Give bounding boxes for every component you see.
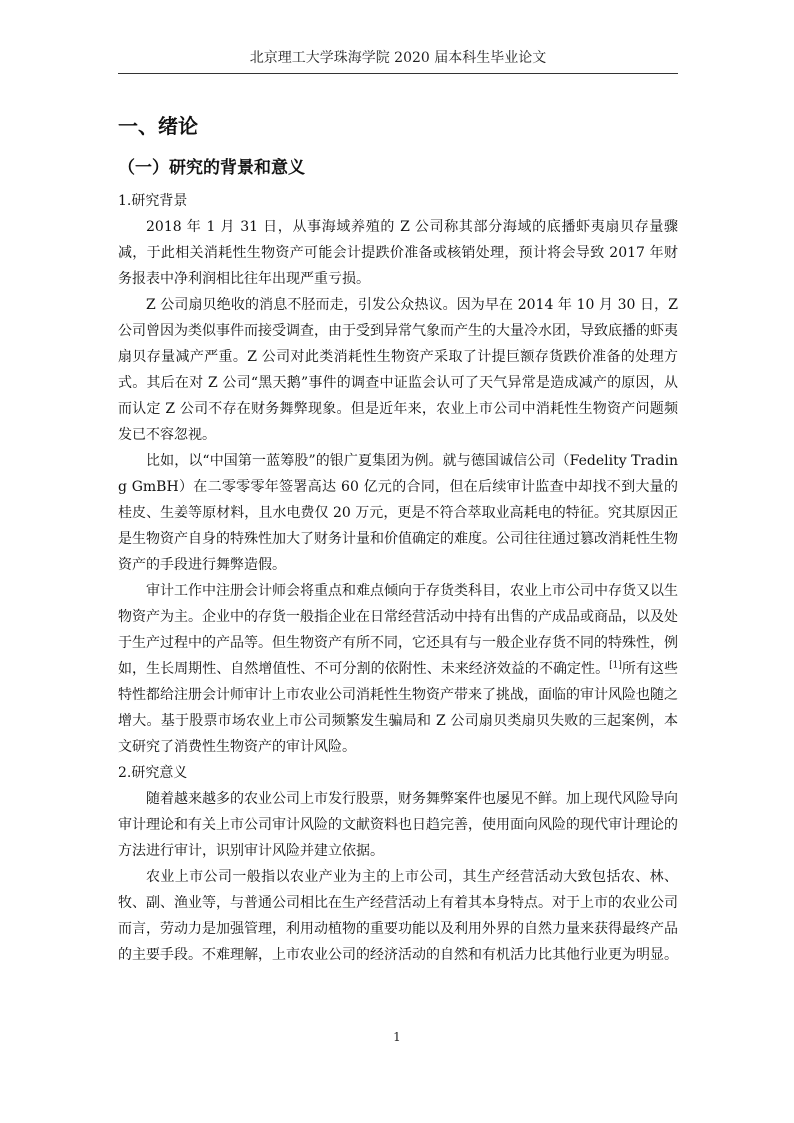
chapter-title: 一、绪论 (118, 114, 198, 138)
paragraph: 2018 年 1 月 31 日，从事海域养殖的 Z 公司称其部分海域的底播虾夷扇贝存量骤减，于此相关消耗性生物资产可能会计提跌价准备或核销处理，预计将会导致 2017 年财务报表中净利润相比往年出现严重亏损。 (118, 219, 678, 287)
subsection-title-significance: 2.研究意义 (118, 765, 188, 781)
paragraph: 农业上市公司一般指以农业产业为主的上市公司，其生产经营活动大致包括农、林、牧、副、渔业等，与普通公司相比在生产经营活动上有着其本身特点。对于上市的农业公司而言，劳动力是加强管理，利用动植物的重要功能以及利用外界的自然力量来获得最终产品的主要手段。不难理解，上市农业公司的经济活动的自然和有机活力比其他行业更为明显。 (118, 869, 678, 963)
paragraph-text: 所有这些特性都给注册会计师审计上市农业公司消耗性生物资产带来了挑战，面临的审计风险也随之增大。基于股票市场农业上市公司频繁发生骗局和 Z 公司扇贝类扇贝失败的三起案例，本文研究了消费性生物资产的审计风险。 (118, 661, 679, 755)
subsection-title-background: 1.研究背景 (118, 193, 188, 209)
paragraph-text: 审计工作中注册会计师会将重点和难点倾向于存货类科目，农业上市公司中存货又以生物资产为主。企业中的存货一般指企业在日常经营活动中持有出售的产成品或商品，以及处于生产过程中的产品等。但生物资产有所不同，它还具有与一般企业存货不同的特殊性，例如，生长周期性、自然增值性、不可分割的依附性、未来经济效益的不确定性。 (118, 583, 678, 677)
running-header: 北京理工大学珠海学院 2020 届本科生毕业论文 (249, 50, 547, 66)
header-divider (118, 73, 678, 74)
section-title: （一）研究的背景和意义 (118, 158, 305, 178)
citation-mark[interactable]: [1] (609, 660, 622, 671)
paragraph: 随着越来越多的农业公司上市发行股票，财务舞弊案件也屡见不鲜。加上现代风险导向审计理论和有关上市公司审计风险的文献资料也日趋完善，使用面向风险的现代审计理论的方法进行审计，识别审计风险并建立依据。 (118, 791, 678, 859)
paragraph: 比如，以“中国第一蓝筹股”的银广夏集团为例。就与德国诚信公司（Fedelity Trading GmBH）在二零零零年签署高达 60 亿元的合同，但在后续审计监查中却找不到大量的桂皮、生姜等原材料，且水电费仅 20 万元，更是不符合萃取业高耗电的特征。究其原因正是生物资产自身的特殊性加大了财务计量和价值确定的难度。公司往往通过篡改消耗性生物资产的手段进行舞弊造假。 (118, 453, 678, 573)
page-body (118, 110, 678, 968)
paragraph: Z 公司扇贝绝收的消息不胫而走，引发公众热议。因为早在 2014 年 10 月 30 日，Z 公司曾因为类似事件而接受调查，由于受到异常气象而产生的大量冷水团，导致底播的虾夷扇贝存量减产严重。Z 公司对此类消耗性生物资产采取了计提巨额存货跌价准备的处理方式。其后在对 Z 公司“黑天鹅”事件的调查中证监会认可了天气异常是造成减产的原因，从而认定 Z 公司不存在财务舞弊现象。但是近年来，农业上市公司中消耗性生物资产问题频发已不容忽视。 (118, 297, 678, 443)
page-number: 1 (393, 1030, 401, 1044)
paragraph (118, 578, 678, 760)
